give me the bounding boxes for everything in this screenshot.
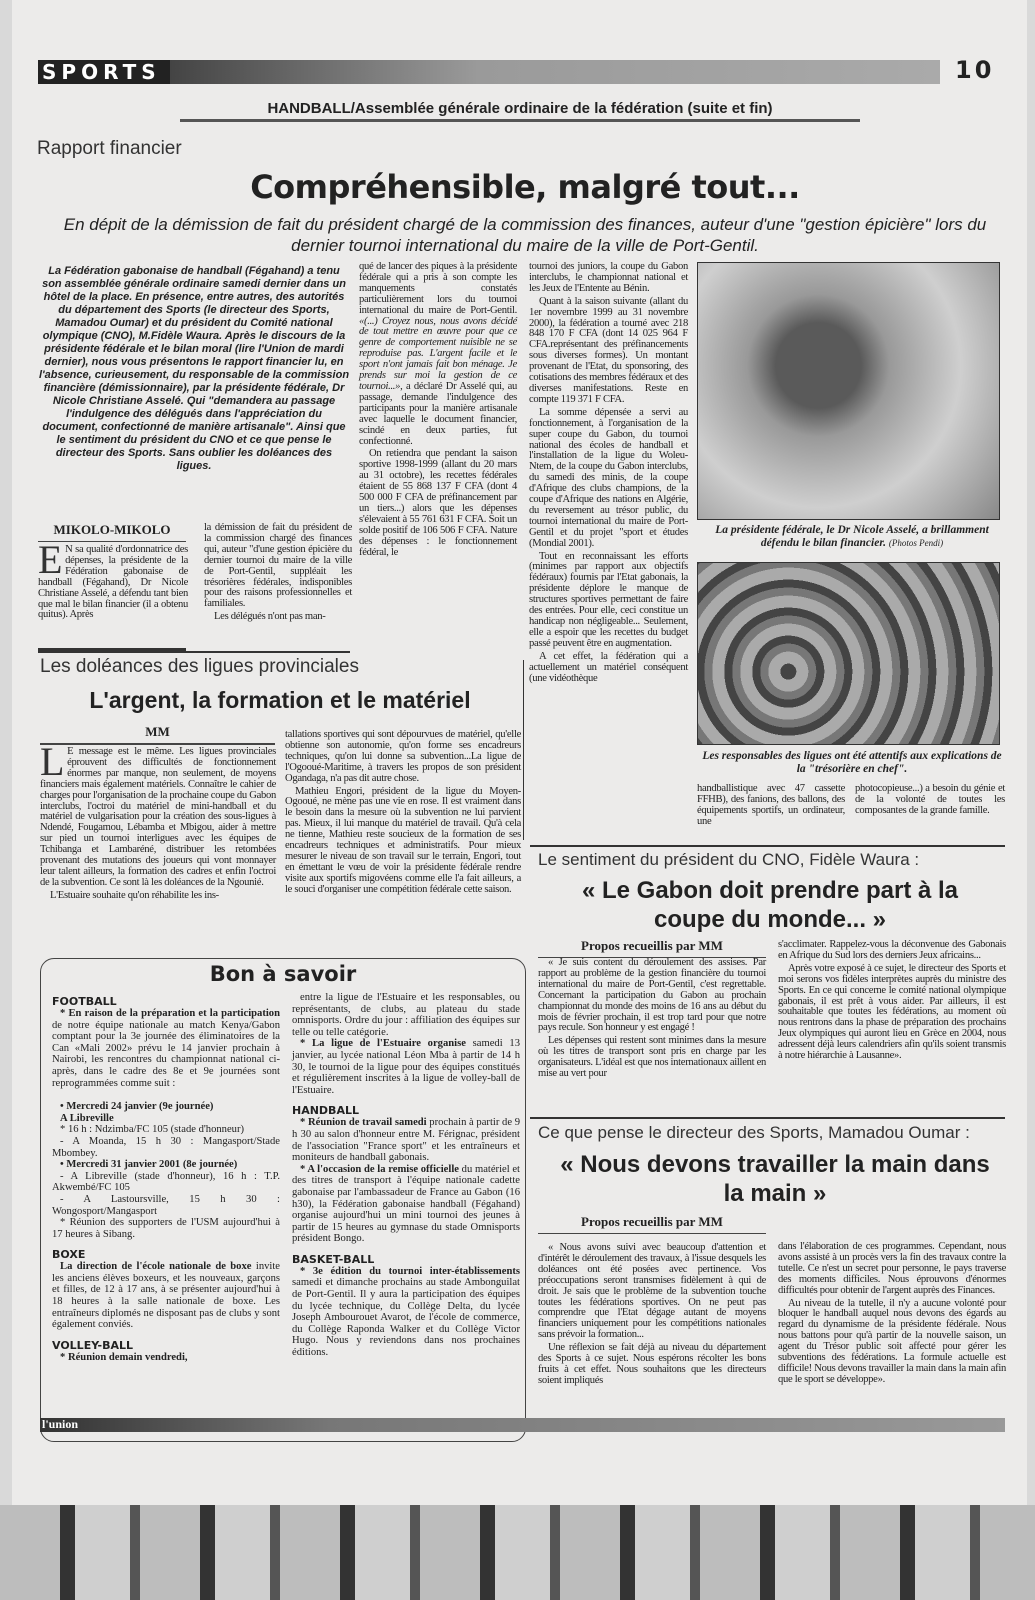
article-column: la démission de fait du président de la commission chargé des finances qui, auteur "d'une gestion épicière du dernier tournoi du maire de la ville de Port-Gentil, suppléait les trésorières fédérales, indisponibles pour des raisons professionnelles et familiales. Les délégués n'ont pas man- [204, 522, 352, 623]
article-column: dans l'élaboration de ces programmes. Cependant, nous avons assisté à un procès vers la fin des travaux contre la tutelle. Ce n'est un secret pour personne, le pays traverse des moments difficiles. Nous éprouvons d'énormes difficultés pour obtenir de l'argent auprès des Finances. Au niveau de la tutelle, il n'y a aucune volonté pour bloquer le handball auquel nous devons des égards au regard du dynamisme de la présidente fédérale. Nous nous battons pour qu'à partir de la nouvelle saison, un agent du Trésor public soit affecté pour gérer les subventions des fédérations. La formule actuelle est difficile! Nous devons travailler la main dans la main afin que le sport se développe». [778, 1241, 1006, 1385]
headline: L'argent, la formation et le matériel [89, 687, 471, 713]
article-column: s'acclimater. Rappelez-vous la déconvenue des Gabonais en Afrique du Sud lors des derniers Jeux africains... Après votre exposé à ce sujet, le directeur des Sports et moi serons vos fidèles interprètes auprès du ministre des Sports. En ce qui concerne le comité national olympique gabonais, il est prêt à vous aider. Par ailleurs, il est souhaitable que toutes les fédérations, au moment où nous rentrons dans la phase de préparation des prochains Jeux olympiques qui auront lieu en Grèce en 2004, nous adressent déjà leurs calendriers afin qu'ils soient transmis à notre hiérarchie à Lausanne». [778, 939, 1006, 1062]
page-number: 10 [955, 56, 995, 84]
divider [38, 651, 350, 653]
surtitle: Ce que pense le directeur des Sports, Mamadou Oumar : [538, 1123, 970, 1142]
byline: MM [40, 724, 275, 745]
article-column: handballistique avec 47 cassette FFHB), des fanions, des ballons, des équipements sportifs, un ordinateur, une [697, 783, 845, 827]
article-column: photocopieuse...) a besoin du génie et de la volonté de toutes les composantes de la grande famille. [855, 783, 1005, 816]
article-column: L E message est le même. Les ligues provinciales éprouvent des difficultés de fonctionnement énormes par manque, non seulement, de moyens financiers mais également matériels. Connaître le cahier de charges pour l'organisation de la prochaine coupe du Gabon interclubs, l'octroi du matériel de mini-handball et du matériel de vulgarisation pour la création des sous-ligues à Ndendé, Fougamou, Lébamba et Mbigou, aider à mettre sur pied un tournoi interligues avec les équipes de Tchibanga et Lambaréné, distribuer les retombées provenant des mutations des joueurs qui vont monnayer leur talent ailleurs, la formation des cadres et enfin l'octroi de la subvention. Ce sont là les doléances de la Ngounié. L'Estuaire souhaite qu'on réhabilite les ins- [40, 739, 276, 901]
section-bar [170, 60, 940, 84]
background-surface [0, 1505, 1035, 1600]
photo-caption: Les responsables des ligues ont été attentifs aux explications de la "trésorière en chef". [702, 750, 1002, 775]
headline: « Le Gabon doit prendre part à la coupe du monde... » [581, 877, 959, 933]
surtitle: Les doléances des ligues provinciales [40, 656, 359, 677]
byline: MIKOLO-MIKOLO [38, 522, 186, 542]
info-column: FOOTBALL * En raison de la préparation et la participation de notre équipe nationale au match Kenya/Gabon comptant pour la 3e journée des éliminatoires de la Can «Mali 2002» prévu le 14 janvier prochain à Nairobi, les rencontres du championnat national ci-après, dans le cadre des 8e et 9e journées sont reprogrammées comme suit : • Mercredi 24 janvier (9e journée) A Libreville * 16 h : Ndzimba/FC 105 (stade d'honneur) - A Moanda, 15 h 30 : Mangasport/Stade Mbombey. • Mercredi 31 janvier 2001 (8e journée) - A Libreville (stade d'honneur), 16 h : T.P. Akwembé/FC 105 - A Lastoursville, 15 h 30 : Wongosport/Mangasport * Réunion des supporters de l'USM aujourd'hui à 17 heures à Sibang. BOXE La direction de l'école nationale de boxe invite les anciens élèves boxeurs, et les nouveaux, garçons et filles, de 12 à 17 ans, à se présenter aujourd'hui à 18 heures à la salle nationale de boxe. Les entraîneurs diplomés ne disposant pas de clubs y sont également conviés. VOLLEY-BALL * Réunion demain vendredi, [52, 995, 280, 1363]
surtitle: Rapport financier [37, 138, 182, 159]
info-column: entre la ligue de l'Estuaire et les responsables, ou représentants, de clubs, au plateau du stade omnisports. Ordre du jour : affiliation des équipes sur telle ou telle catégorie. * La ligue de l'Estuaire organise samedi 13 janvier, au lycée national Léon Mba à partir de 14 h 30, le tournoi de la ligue pour des équipes constitués et régulièrement inscrites à la ligue de volley-ball de l'Estuaire. HANDBALL * Réunion de travail samedi prochain à partir de 9 h 30 au salon d'honneur entre M. Férignac, président de l'association "France sport" et les entraîneurs et moniteurs de handball gabonais. * A l'occasion de la remise officielle du matériel et des titres de transport à l'équipe nationale cadette gabonaise par l'ambassadeur de France au Gabon (16 h30), la Fédération gabonaise handball (Fégahand) organise aujourd'hui un mini tournoi des jeunes à partir de 15 heures au gymnase du stade Omnisports président Bongo. BASKET-BALL * 3e édition du tournoi inter-établissements samedi et dimanche prochains au stade Ambonguilat de Port-Gentil. Il y aura la participation des équipes du lycée technique, du Collège Delta, du lycée Joseph Ambourouet Avarot, de l'école de commerce, du Collège Raponda Walker et du Collège Victor Hugo. Nous y reviendons dans nos prochaines éditions. [292, 992, 520, 1359]
article-column: « Je suis content du déroulement des assises. Par rapport au problème de la gestion financière du tournoi international du maire de Port-Gentil, c'est regrettable. Concernant la participation du Gabon au prochain championnat du monde des moins de 16 ans au début du mois de février prochain, il est trop tard pour que notre pays recule. Son honneur y est engagé ! Les dépenses qui restent sont minimes dans la mesure où les titres de transport sont pris en charge par les organisateurs. L'idéal est que nos internationaux aillent en mise au vert pour [538, 957, 766, 1080]
footer-bar [40, 1418, 1005, 1432]
section-label: SPORTS [38, 60, 170, 84]
article-column: « Nous avons suivi avec beaucoup d'attention et d'intérêt le déroulement des travaux, à l'issue desquels les doléances ont été posées avec pertinence. Vos préoccupations seront transmises fidèlement à qui de droit. Je sais que le problème de la subvention touche toutes les fédérations sportives. On ne peut pas comprendre que l'Etat dégage autant de moyens financiers uniquement pour les compétitions nationales sans prévoir la formation... Une réflexion se fait déjà au niveau du département des Sports à ce sujet. Nous espérons récolter les bons fruits à cet effet. Nous souhaitons que les directeurs soient impliqués [538, 1242, 766, 1386]
info-box-title: Bon à savoir [209, 962, 357, 986]
byline: Propos recueillis par MM [538, 938, 766, 958]
headline: Compréhensible, malgré tout... [250, 168, 800, 206]
divider [530, 1117, 1005, 1119]
surtitle: Le sentiment du président du CNO, Fidèle Waura : [538, 850, 920, 869]
divider [530, 845, 1005, 847]
photo-league-delegates [697, 562, 1000, 745]
article-column: tallations sportives qui sont dépourvues de matériel, qu'elle obtienne son autonomie, qu'on forme ses encadreurs techniques, qu'on lui donne sa subvention...La ligue de l'Ogooué-Maritime, à travers les propos de son président Ogandaga, n'a pas dit autre chose. Mathieu Engori, président de la ligue du Moyen-Ogooué, ne mène pas une vie en rose. Il est vraiment dans le besoin dans la mesure où la subvention ne lui parvient pas. Mieux, il lui manque du matériel de travail. Qu'à cela ne tienne, Mathieu reste soucieux de la formation de ses encadreurs techniques et administratifs. Pour mieux mesurer le niveau de son travail sur le terrain, Engori, tout en émettant le vœu de voir la présidente fédérale rendre visite aux sportifs migovéens comme elle l'a fait ailleurs, a le souci d'organiser une compétition fédérale cette saison. [285, 729, 521, 895]
kicker: HANDBALL/Assemblée générale ordinaire de la fédération (suite et fin) [180, 100, 860, 122]
byline: Propos recueillis par MM [538, 1214, 766, 1234]
subtitle: En dépit de la démission de fait du président chargé de la commission des finances, auteur d'une "gestion épicière" lors du dernier tournoi international du maire de la ville de Port-Gentil. [63, 215, 987, 255]
article-column: E N sa qualité d'ordonnatrice des dépenses, la présidente de la Fédération gabonaise de handball (Fégahand), Dr Nicole Christiane Asselé, a défendu tant bien que mal le bilan financier (il a obtenu quitus). Après [38, 537, 188, 621]
lead-paragraph: La Fédération gabonaise de handball (Fégahand) a tenu son assemblée générale ordinaire samedi dernier dans un hôtel de la place. En présence, entre autres, des autorités du département des Sports (le directeur des Sports, Mamadou Oumar) et du président du Comité national olympique (CNO), M.Fidèle Waura. Après le discours de la présidente fédérale et le bilan moral (lire l'Union de mardi dernier), nous vous présentons le rapport financier lu, en l'absence, curieusement, du responsable de la commission financière (démissionnaire), par la présidente fédérale, Dr Nicole Christiane Asselé. Qui "demandera au passage l'indulgence des délégués dans l'appréciation du document, confectionné de manière artisanale". Ainsi que le sentiment du président du CNO et ce que pense le directeur des Sports. Sans oublier les doléances des ligues. [38, 265, 350, 472]
photo-caption: La présidente fédérale, le Dr Nicole Asselé, a brillamment défendu le bilan financier. (Photos Pendi) [715, 524, 989, 549]
photo-president [697, 262, 1000, 520]
article-column: qué de lancer des piques à la présidente fédérale qui a pris à son compte les manquements constatés particulièrement lors du tournoi international du maire de Port-Gentil. «(...) Croyez nous, nous avons décidé de tout mettre en œuvre pour que ce genre de comportement nuisible ne se reproduise pas. L'argent facile et le sport n'ont jamais fait bon ménage. Je prends sur moi la gestion de ce tournoi...», a déclaré Dr Asselé qui, au passage, demande l'indulgence des participants pour la manière artisanale avec laquelle le document financier, scindé en deux parties, fut confectionné. On retiendra que pendant la saison sportive 1998-1999 (allant du 20 mars au 31 octobre), les recettes fédérales étaient de 55 868 137 F CFA (dont 4 500 000 F CFA de préfinancement par un tiers...) alors que les dépenses s'élevaient à 55 761 631 F CFA. Soit un solde positif de 106 506 F CFA. Nature des dépenses : le fonctionnement fédéral, le [359, 261, 517, 558]
newspaper-brand: l'union [42, 1417, 79, 1431]
dropcap: E [38, 537, 63, 582]
article-column: tournoi des juniors, la coupe du Gabon interclubs, le championnat national et les Jeux de l'Entente au Bénin. Quant à la saison suivante (allant du 1er novembre 1999 au 31 novembre 2000), la fédération a tourné avec 218 848 170 F CFA (dont 14 025 964 F CFA.représentant des préfinancements sous diverses formes). Un montant provenant de l'Etat, du sponsoring, des cotisations des membres fédéraux et des diverses manifestations. Reste en compte 119 371 F CFA. La somme dépensée a servi au fonctionnement, à l'organisation de la super coupe du Gabon, du tournoi national des écoles de handball et l'installation de la ligue du Woleu-Ntem, de la coupe du Gabon interclubs, du samedi des minis, de la coupe d'Afrique des clubs champions, de la coupe d'Afrique des nations en Algérie, du reversement au trésor public, du tournoi international du maire de Port-Gentil et du projet "sport et études (Mondial 2001). Tout en reconnaissant les efforts (minimes par rapport aux objectifs fédéraux) fournis par l'Etat gabonais, la présidente déplore le manque de structures sportives permettant de faire des entrées. Pour elle, ceci constitue un handicap non négligeable... Seulement, elle a espoir que les recettes du budget passé peuvent être en augmentation. A cet effet, la fédération qui a actuellement un matériel conséquent (une vidéothèque [529, 261, 688, 684]
headline: « Nous devons travailler la main dans la main » [560, 1151, 990, 1207]
